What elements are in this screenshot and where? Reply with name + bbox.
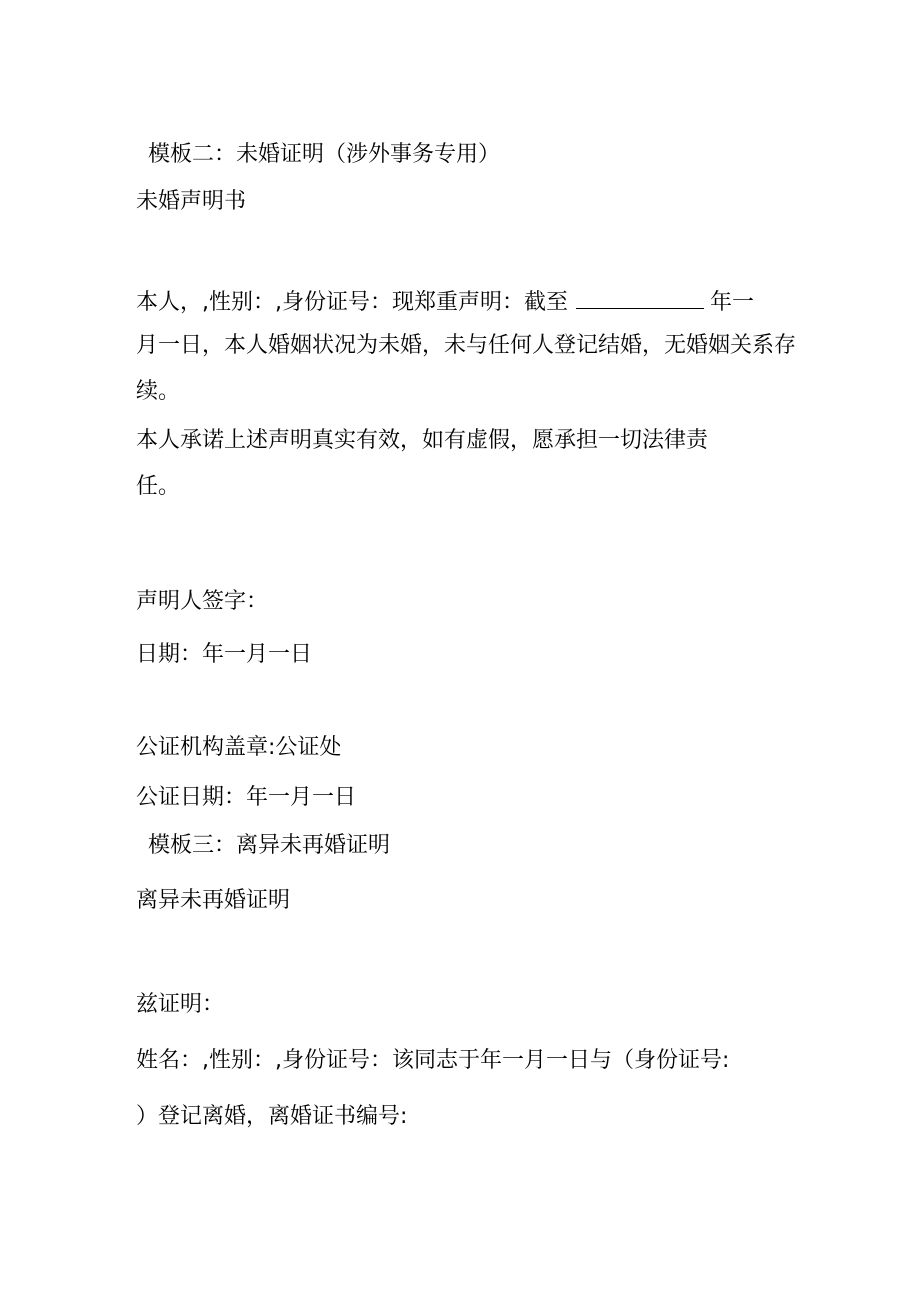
date-label: 日期：年一月一日 [136,642,313,667]
promise-line-1: 本人承诺上述声明真实有效，如有虚假，愿承担一切法律责 [136,428,709,453]
template2-title: 未婚声明书 [136,189,247,214]
divorce-line-1: 姓名：,性别：,身份证号：该同志于年一月一日与（身份证号: [136,1048,730,1073]
template2-heading: 模板二：未婚证明（涉外事务专用） [148,142,501,167]
signature-label: 声明人签字： [136,589,269,614]
notary-date-label: 公证日期：年一月一日 [136,785,357,810]
promise-line-2: 任。 [136,474,181,499]
template3-title: 离异未再婚证明 [136,888,291,913]
statement-text-1b: 年一 [710,290,755,315]
statement-text-1: 本人，,性别：,身份证号：现郑重声明：截至 [136,290,568,315]
statement-line-2: 月一日，本人婚姻状况为未婚，未与任何人登记结婚，无婚姻关系存 [136,333,797,358]
statement-line-3: 续。 [136,379,181,404]
date-blank-underline [576,284,704,309]
notary-seal-label: 公证机构盖章:公证处 [136,735,342,760]
divorce-line-2: ）登记离婚，离婚证书编号: [136,1104,408,1129]
certify-label: 兹证明： [136,992,225,1017]
template3-heading: 模板三：离异未再婚证明 [148,833,391,858]
statement-line-1 [136,284,754,318]
